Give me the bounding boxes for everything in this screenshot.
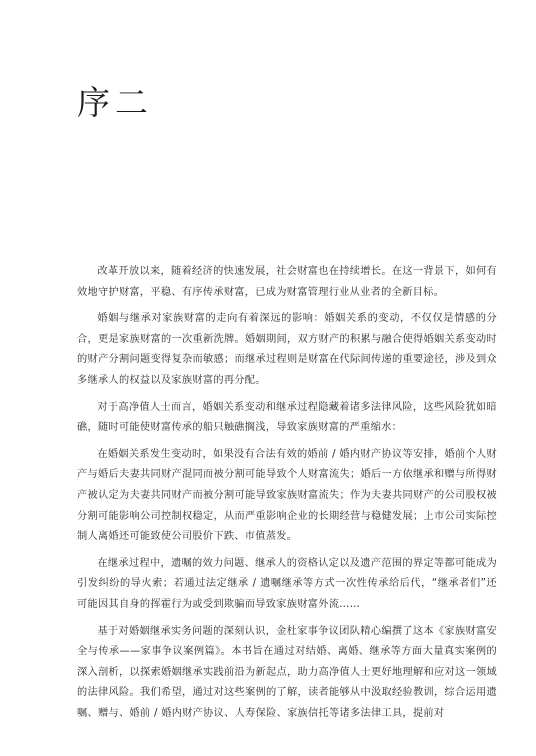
paragraph: 在婚姻关系发生变动时，如果没有合法有效的婚前 / 婚内财产协议等安排，婚前个人财产与婚后夫妻共同财产混同而被分割可能导致个人财富流失；婚后一方依继承和赠与所得财产被认定为夫妻共同财产而被分割可能导致家族财富流失；作为夫妻共同财产的公司股权被分割可能影响公司控制权稳定，从而严重影响企业的长期经营与稳健发展；上市公司实际控制人离婚还可能致使公司股价下跌、市值蒸发。: [77, 448, 497, 543]
chapter-title: 序二: [77, 83, 153, 122]
paragraph: 婚姻与继承对家族财富的走向有着深远的影响：婚姻关系的变动，不仅仅是情感的分合，更是家族财富的一次重新洗牌。婚姻期间，双方财产的积累与融合使得婚姻关系变动时的财产分割问题变得复杂而敏感；而继承过程则是财富在代际间传递的重要途径，涉及到众多继承人的权益以及家族财富的再分配。: [77, 313, 497, 386]
body-text: [77, 262, 497, 730]
paragraph: 改革开放以来，随着经济的快速发展，社会财富也在持续增长。在这一背景下，如何有效地守护财富，平稳、有序传承财富，已成为财富管理行业从业者的全新目标。: [77, 266, 497, 298]
paragraph: 在继承过程中，遗嘱的效力问题、继承人的资格认定以及遗产范围的界定等都可能成为引发纠纷的导火索；若通过法定继承 / 遗嘱继承等方式一次性传承给后代，“继承者们”还可能因其自身的挥霍行为或受到欺骗而导致家族财富外流……: [77, 557, 497, 610]
paragraph: 对于高净值人士而言，婚姻关系变动和继承过程隐藏着诸多法律风险，这些风险犹如暗礁，随时可能使财富传承的船只触礁搁浅，导致家族财富的严重缩水：: [77, 401, 497, 434]
paragraph: 基于对婚姻继承实务问题的深刻认识，金杜家事争议团队精心编撰了这本《家族财富安全与传承——家事争议案例篇》。本书旨在通过对结婚、离婚、继承等方面大量真实案例的深入剖析，以探索婚姻继承实践前沿为新起点，助力高净值人士更好地理解和应对这一领域的法律风险。我们希望，通过对这些案例的了解，读者能够从中汲取经验教训，综合运用遗嘱、赠与、婚前 / 婚内财产协议、人寿保险、家族信托等诸多法律工具，提前对: [77, 625, 497, 719]
